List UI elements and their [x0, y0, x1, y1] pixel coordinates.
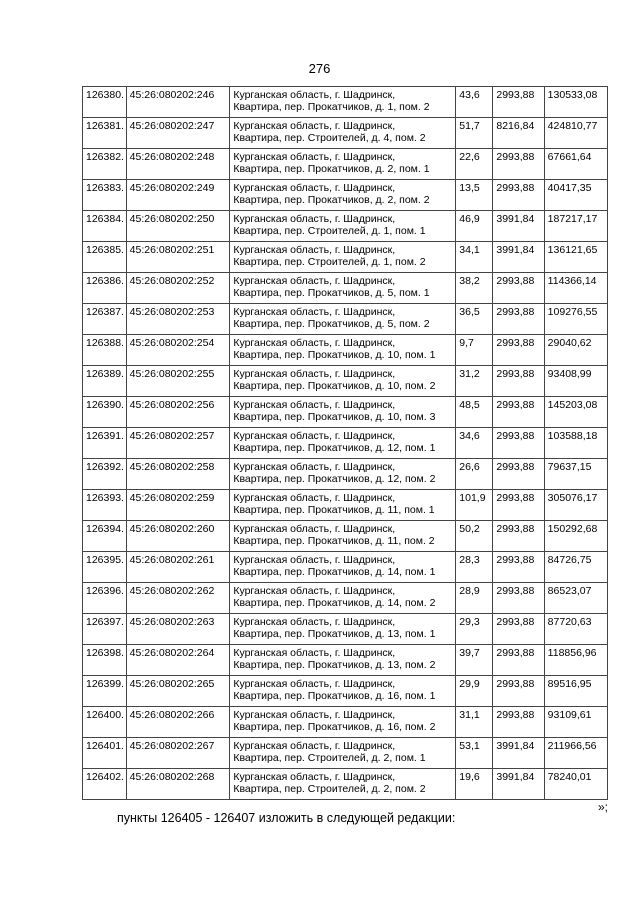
address-line-2: Квартира, пер. Строителей, д. 4, пом. 2 [233, 132, 426, 144]
area-cell: 43,6 [456, 87, 493, 118]
table-row [83, 521, 608, 552]
address-cell [230, 459, 456, 490]
cadastral-value-cell: 130533,08 [544, 87, 607, 118]
table-row [83, 118, 608, 149]
address-line-1: Курганская область, г. Шадринск, [233, 647, 396, 659]
cadastral-value-cell: 305076,17 [544, 490, 607, 521]
address-line-2: Квартира, пер. Прокатчиков, д. 5, пом. 2 [233, 318, 430, 330]
address-line-1: Курганская область, г. Шадринск, [233, 616, 396, 628]
table-row [83, 738, 608, 769]
address-line-1: Курганская область, г. Шадринск, [233, 399, 396, 411]
cadastral-number-cell: 45:26:080202:256 [126, 397, 230, 428]
table-row [83, 242, 608, 273]
cadastral-number-cell: 45:26:080202:267 [126, 738, 230, 769]
specific-value-cell: 2993,88 [493, 180, 544, 211]
address-cell [230, 769, 456, 800]
cadastral-value-cell: 103588,18 [544, 428, 607, 459]
address-line-2: Квартира, пер. Прокатчиков, д. 11, пом. 2 [233, 535, 435, 547]
address-cell [230, 242, 456, 273]
address-line-1: Курганская область, г. Шадринск, [233, 461, 396, 473]
table-row [83, 614, 608, 645]
address-line-2: Квартира, пер. Прокатчиков, д. 13, пом. 2 [233, 659, 436, 671]
address-line-1: Курганская область, г. Шадринск, [233, 492, 396, 504]
address-line-2: Квартира, пер. Прокатчиков, д. 16, пом. 1 [233, 690, 436, 702]
area-cell: 36,5 [456, 304, 493, 335]
specific-value-cell: 2993,88 [493, 149, 544, 180]
address-line-2: Квартира, пер. Строителей, д. 2, пом. 2 [233, 783, 426, 795]
specific-value-cell: 2993,88 [493, 521, 544, 552]
area-cell: 101,9 [456, 490, 493, 521]
area-cell: 34,1 [456, 242, 493, 273]
cadastral-value-cell: 29040,62 [544, 335, 607, 366]
cadastral-value-cell: 67661,64 [544, 149, 607, 180]
area-cell: 22,6 [456, 149, 493, 180]
address-line-1: Курганская область, г. Шадринск, [233, 430, 396, 442]
row-number-cell: 126380. [83, 87, 127, 118]
cadastral-value-cell: 145203,08 [544, 397, 607, 428]
address-line-2: Квартира, пер. Прокатчиков, д. 1, пом. 2 [233, 101, 430, 113]
table-row [83, 583, 608, 614]
address-line-1: Курганская область, г. Шадринск, [233, 709, 396, 721]
area-cell: 38,2 [456, 273, 493, 304]
table-row [83, 459, 608, 490]
area-cell: 13,5 [456, 180, 493, 211]
address-line-2: Квартира, пер. Прокатчиков, д. 12, пом. 2 [233, 473, 436, 485]
specific-value-cell: 2993,88 [493, 707, 544, 738]
specific-value-cell: 2993,88 [493, 676, 544, 707]
row-number-cell: 126400. [83, 707, 127, 738]
specific-value-cell: 2993,88 [493, 304, 544, 335]
address-cell [230, 366, 456, 397]
cadastral-number-cell: 45:26:080202:263 [126, 614, 230, 645]
closing-quote: »; [598, 800, 609, 814]
table-row [83, 490, 608, 521]
address-line-2: Квартира, пер. Прокатчиков, д. 11, пом. 1 [233, 504, 435, 516]
row-number-cell: 126401. [83, 738, 127, 769]
address-line-2: Квартира, пер. Прокатчиков, д. 12, пом. 1 [233, 442, 436, 454]
area-cell: 26,6 [456, 459, 493, 490]
area-cell: 28,9 [456, 583, 493, 614]
area-cell: 46,9 [456, 211, 493, 242]
cadastral-number-cell: 45:26:080202:253 [126, 304, 230, 335]
cadastral-number-cell: 45:26:080202:246 [126, 87, 230, 118]
cadastral-value-cell: 78240,01 [544, 769, 607, 800]
area-cell: 28,3 [456, 552, 493, 583]
address-line-1: Курганская область, г. Шадринск, [233, 275, 396, 287]
table-row [83, 273, 608, 304]
row-number-cell: 126396. [83, 583, 127, 614]
row-number-cell: 126395. [83, 552, 127, 583]
cadastral-number-cell: 45:26:080202:252 [126, 273, 230, 304]
specific-value-cell: 8216,84 [493, 118, 544, 149]
address-cell [230, 149, 456, 180]
address-cell [230, 552, 456, 583]
address-line-2: Квартира, пер. Прокатчиков, д. 13, пом. 1 [233, 628, 436, 640]
address-line-1: Курганская область, г. Шадринск, [233, 244, 396, 256]
cadastral-number-cell: 45:26:080202:247 [126, 118, 230, 149]
table-row [83, 366, 608, 397]
address-cell [230, 707, 456, 738]
row-number-cell: 126397. [83, 614, 127, 645]
address-cell [230, 614, 456, 645]
address-cell [230, 738, 456, 769]
specific-value-cell: 2993,88 [493, 645, 544, 676]
row-number-cell: 126388. [83, 335, 127, 366]
table-row [83, 769, 608, 800]
cadastral-number-cell: 45:26:080202:264 [126, 645, 230, 676]
address-line-1: Курганская область, г. Шадринск, [233, 554, 396, 566]
address-cell [230, 335, 456, 366]
specific-value-cell: 2993,88 [493, 552, 544, 583]
address-line-1: Курганская область, г. Шадринск, [233, 151, 396, 163]
area-cell: 53,1 [456, 738, 493, 769]
row-number-cell: 126392. [83, 459, 127, 490]
address-line-1: Курганская область, г. Шадринск, [233, 337, 396, 349]
address-cell [230, 211, 456, 242]
address-line-2: Квартира, пер. Прокатчиков, д. 14, пом. 1 [233, 566, 436, 578]
row-number-cell: 126387. [83, 304, 127, 335]
address-line-2: Квартира, пер. Прокатчиков, д. 2, пом. 1 [233, 163, 430, 175]
row-number-cell: 126386. [83, 273, 127, 304]
cadastral-number-cell: 45:26:080202:250 [126, 211, 230, 242]
table-row [83, 707, 608, 738]
cadastral-value-cell: 424810,77 [544, 118, 607, 149]
address-cell [230, 490, 456, 521]
row-number-cell: 126394. [83, 521, 127, 552]
address-cell [230, 180, 456, 211]
address-line-1: Курганская область, г. Шадринск, [233, 89, 396, 101]
address-line-2: Квартира, пер. Строителей, д. 2, пом. 1 [233, 752, 426, 764]
area-cell: 51,7 [456, 118, 493, 149]
address-cell [230, 428, 456, 459]
specific-value-cell: 2993,88 [493, 273, 544, 304]
specific-value-cell: 2993,88 [493, 335, 544, 366]
area-cell: 19,6 [456, 769, 493, 800]
cadastral-number-cell: 45:26:080202:255 [126, 366, 230, 397]
address-cell [230, 676, 456, 707]
table-row [83, 335, 608, 366]
address-cell [230, 521, 456, 552]
address-line-2: Квартира, пер. Строителей, д. 1, пом. 1 [233, 225, 426, 237]
cadastral-value-cell: 109276,55 [544, 304, 607, 335]
area-cell: 34,6 [456, 428, 493, 459]
area-cell: 39,7 [456, 645, 493, 676]
address-line-2: Квартира, пер. Прокатчиков, д. 14, пом. 2 [233, 597, 436, 609]
address-cell [230, 397, 456, 428]
cadastral-number-cell: 45:26:080202:265 [126, 676, 230, 707]
address-line-1: Курганская область, г. Шадринск, [233, 306, 396, 318]
address-line-2: Квартира, пер. Строителей, д. 1, пом. 2 [233, 256, 426, 268]
amendment-instruction: пункты 126405 - 126407 изложить в следующей редакции: [117, 811, 456, 825]
specific-value-cell: 2993,88 [493, 366, 544, 397]
address-cell [230, 118, 456, 149]
cadastral-number-cell: 45:26:080202:262 [126, 583, 230, 614]
address-line-2: Квартира, пер. Прокатчиков, д. 10, пом. 2 [233, 380, 436, 392]
area-cell: 9,7 [456, 335, 493, 366]
address-line-1: Курганская область, г. Шадринск, [233, 368, 396, 380]
table-row [83, 428, 608, 459]
specific-value-cell: 3991,84 [493, 211, 544, 242]
cadastral-value-cell: 84726,75 [544, 552, 607, 583]
row-number-cell: 126398. [83, 645, 127, 676]
row-number-cell: 126402. [83, 769, 127, 800]
cadastral-number-cell: 45:26:080202:266 [126, 707, 230, 738]
cadastral-number-cell: 45:26:080202:251 [126, 242, 230, 273]
area-cell: 31,1 [456, 707, 493, 738]
address-line-1: Курганская область, г. Шадринск, [233, 771, 396, 783]
address-cell [230, 273, 456, 304]
row-number-cell: 126391. [83, 428, 127, 459]
specific-value-cell: 2993,88 [493, 428, 544, 459]
row-number-cell: 126384. [83, 211, 127, 242]
table-row [83, 552, 608, 583]
area-cell: 29,9 [456, 676, 493, 707]
area-cell: 29,3 [456, 614, 493, 645]
table-row [83, 87, 608, 118]
address-line-2: Квартира, пер. Прокатчиков, д. 10, пом. 3 [233, 411, 436, 423]
cadastral-value-cell: 40417,35 [544, 180, 607, 211]
cadastral-value-cell: 93408,99 [544, 366, 607, 397]
table-row [83, 645, 608, 676]
specific-value-cell: 3991,84 [493, 738, 544, 769]
address-line-1: Курганская область, г. Шадринск, [233, 585, 396, 597]
cadastral-value-cell: 150292,68 [544, 521, 607, 552]
address-line-2: Квартира, пер. Прокатчиков, д. 16, пом. 2 [233, 721, 436, 733]
table-row [83, 149, 608, 180]
cadastral-number-cell: 45:26:080202:268 [126, 769, 230, 800]
table-row [83, 180, 608, 211]
table-row [83, 397, 608, 428]
address-cell [230, 304, 456, 335]
table-row [83, 211, 608, 242]
row-number-cell: 126393. [83, 490, 127, 521]
area-cell: 31,2 [456, 366, 493, 397]
address-line-2: Квартира, пер. Прокатчиков, д. 2, пом. 2 [233, 194, 430, 206]
specific-value-cell: 2993,88 [493, 459, 544, 490]
cadastral-value-cell: 187217,17 [544, 211, 607, 242]
cadastral-value-cell: 211966,56 [544, 738, 607, 769]
table-body [83, 87, 608, 800]
cadastral-value-cell: 87720,63 [544, 614, 607, 645]
address-line-1: Курганская область, г. Шадринск, [233, 182, 396, 194]
address-line-1: Курганская область, г. Шадринск, [233, 740, 396, 752]
cadastral-number-cell: 45:26:080202:257 [126, 428, 230, 459]
cadastral-number-cell: 45:26:080202:248 [126, 149, 230, 180]
row-number-cell: 126383. [83, 180, 127, 211]
cadastral-value-cell: 89516,95 [544, 676, 607, 707]
specific-value-cell: 2993,88 [493, 87, 544, 118]
cadastral-number-cell: 45:26:080202:260 [126, 521, 230, 552]
cadastral-value-table [82, 86, 608, 800]
row-number-cell: 126399. [83, 676, 127, 707]
specific-value-cell: 2993,88 [493, 490, 544, 521]
page-number: 276 [308, 61, 331, 76]
row-number-cell: 126389. [83, 366, 127, 397]
address-line-2: Квартира, пер. Прокатчиков, д. 5, пом. 1 [233, 287, 430, 299]
area-cell: 48,5 [456, 397, 493, 428]
cadastral-value-cell: 136121,65 [544, 242, 607, 273]
area-cell: 50,2 [456, 521, 493, 552]
table-row [83, 304, 608, 335]
row-number-cell: 126385. [83, 242, 127, 273]
address-line-2: Квартира, пер. Прокатчиков, д. 10, пом. 1 [233, 349, 436, 361]
address-line-1: Курганская область, г. Шадринск, [233, 523, 396, 535]
row-number-cell: 126382. [83, 149, 127, 180]
cadastral-number-cell: 45:26:080202:254 [126, 335, 230, 366]
address-line-1: Курганская область, г. Шадринск, [233, 678, 396, 690]
cadastral-value-cell: 86523,07 [544, 583, 607, 614]
cadastral-number-cell: 45:26:080202:259 [126, 490, 230, 521]
address-cell [230, 583, 456, 614]
cadastral-number-cell: 45:26:080202:258 [126, 459, 230, 490]
specific-value-cell: 2993,88 [493, 583, 544, 614]
cadastral-value-cell: 79637,15 [544, 459, 607, 490]
row-number-cell: 126390. [83, 397, 127, 428]
cadastral-value-cell: 118856,96 [544, 645, 607, 676]
specific-value-cell: 3991,84 [493, 242, 544, 273]
specific-value-cell: 2993,88 [493, 397, 544, 428]
cadastral-number-cell: 45:26:080202:261 [126, 552, 230, 583]
address-line-1: Курганская область, г. Шадринск, [233, 120, 396, 132]
address-cell [230, 87, 456, 118]
row-number-cell: 126381. [83, 118, 127, 149]
cadastral-number-cell: 45:26:080202:249 [126, 180, 230, 211]
cadastral-value-cell: 93109,61 [544, 707, 607, 738]
specific-value-cell: 3991,84 [493, 769, 544, 800]
cadastral-value-cell: 114366,14 [544, 273, 607, 304]
specific-value-cell: 2993,88 [493, 614, 544, 645]
address-line-1: Курганская область, г. Шадринск, [233, 213, 396, 225]
table-row [83, 676, 608, 707]
address-cell [230, 645, 456, 676]
